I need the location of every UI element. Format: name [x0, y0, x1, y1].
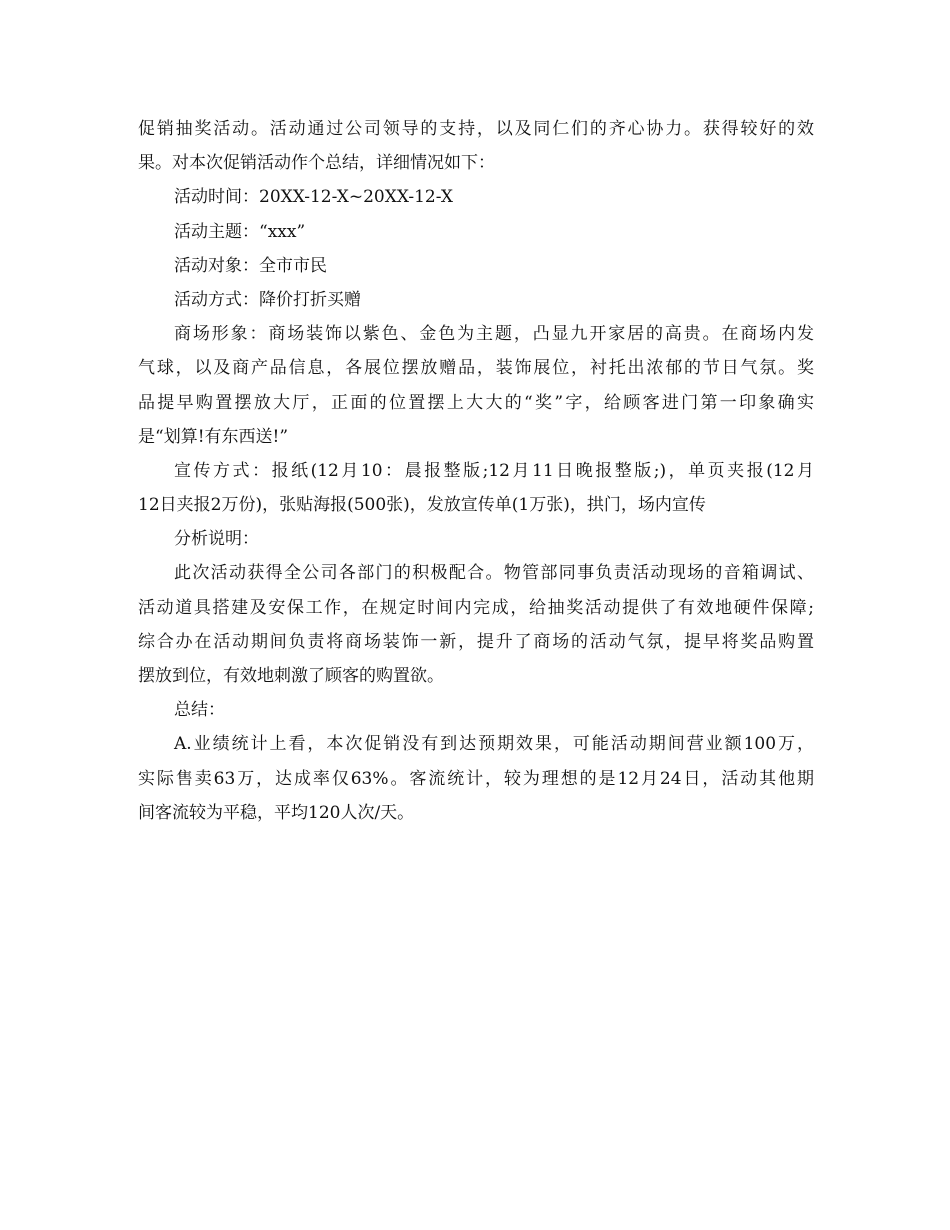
activity-time-line: 活动时间：20XX-12-X~20XX-12-X: [174, 187, 453, 208]
paragraph-line: 摆放到位，有效地刺激了顾客的购置欲。: [138, 666, 444, 686]
activity-theme-line: 活动主题：“xxx”: [174, 221, 306, 242]
paragraph-line: 商场形象：商场装饰以紫色、金色为主题，凸显九开家居的高贵。在商场内发: [174, 324, 814, 345]
paragraph-line: 12日夹报2万份)，张贴海报(500张)，发放宣传单(1万张)，拱门，场内宣传: [138, 495, 706, 516]
activity-target-line: 活动对象：全市市民: [174, 255, 327, 276]
document-body: [138, 112, 814, 830]
paragraph-line: 气球，以及商产品信息，各展位摆放赠品，装饰展位，衬托出浓郁的节日气氛。奖: [138, 358, 814, 379]
paragraph-line: 果。对本次促销活动作个总结，详细情况如下：: [138, 153, 495, 174]
section-heading: 分析说明：: [174, 529, 259, 550]
paragraph-line: 宣传方式：报纸(12月10：晨报整版;12月11日晚报整版;)，单页夹报(12月: [174, 460, 814, 481]
section-heading: 总结：: [174, 700, 225, 721]
paragraph-line: 是“划算!有东西送!”: [138, 426, 289, 447]
paragraph-line: 实际售卖63万，达成率仅63%。客流统计，较为理想的是12月24日，活动其他期: [138, 768, 814, 789]
activity-method-line: 活动方式：降价打折买赠: [174, 289, 361, 310]
paragraph-line: 综合办在活动期间负责将商场装饰一新，提升了商场的活动气氛，提早将奖品购置: [138, 631, 814, 652]
paragraph-line: 品提早购置摆放大厅，正面的位置摆上大大的“奖”字，给顾客进门第一印象确实: [138, 392, 814, 413]
paragraph-line: 活动道具搭建及安保工作，在规定时间内完成，给抽奖活动提供了有效地硬件保障;: [138, 597, 814, 618]
paragraph-line: A.业绩统计上看，本次促销没有到达预期效果，可能活动期间营业额100万，: [174, 734, 814, 755]
paragraph-line: 促销抽奖活动。活动通过公司领导的支持，以及同仁们的齐心协力。获得较好的效: [138, 119, 814, 139]
paragraph-line: 此次活动获得全公司各部门的积极配合。物管部同事负责活动现场的音箱调试、: [174, 563, 814, 584]
paragraph-line: 间客流较为平稳，平均120人次/天。: [138, 802, 415, 823]
